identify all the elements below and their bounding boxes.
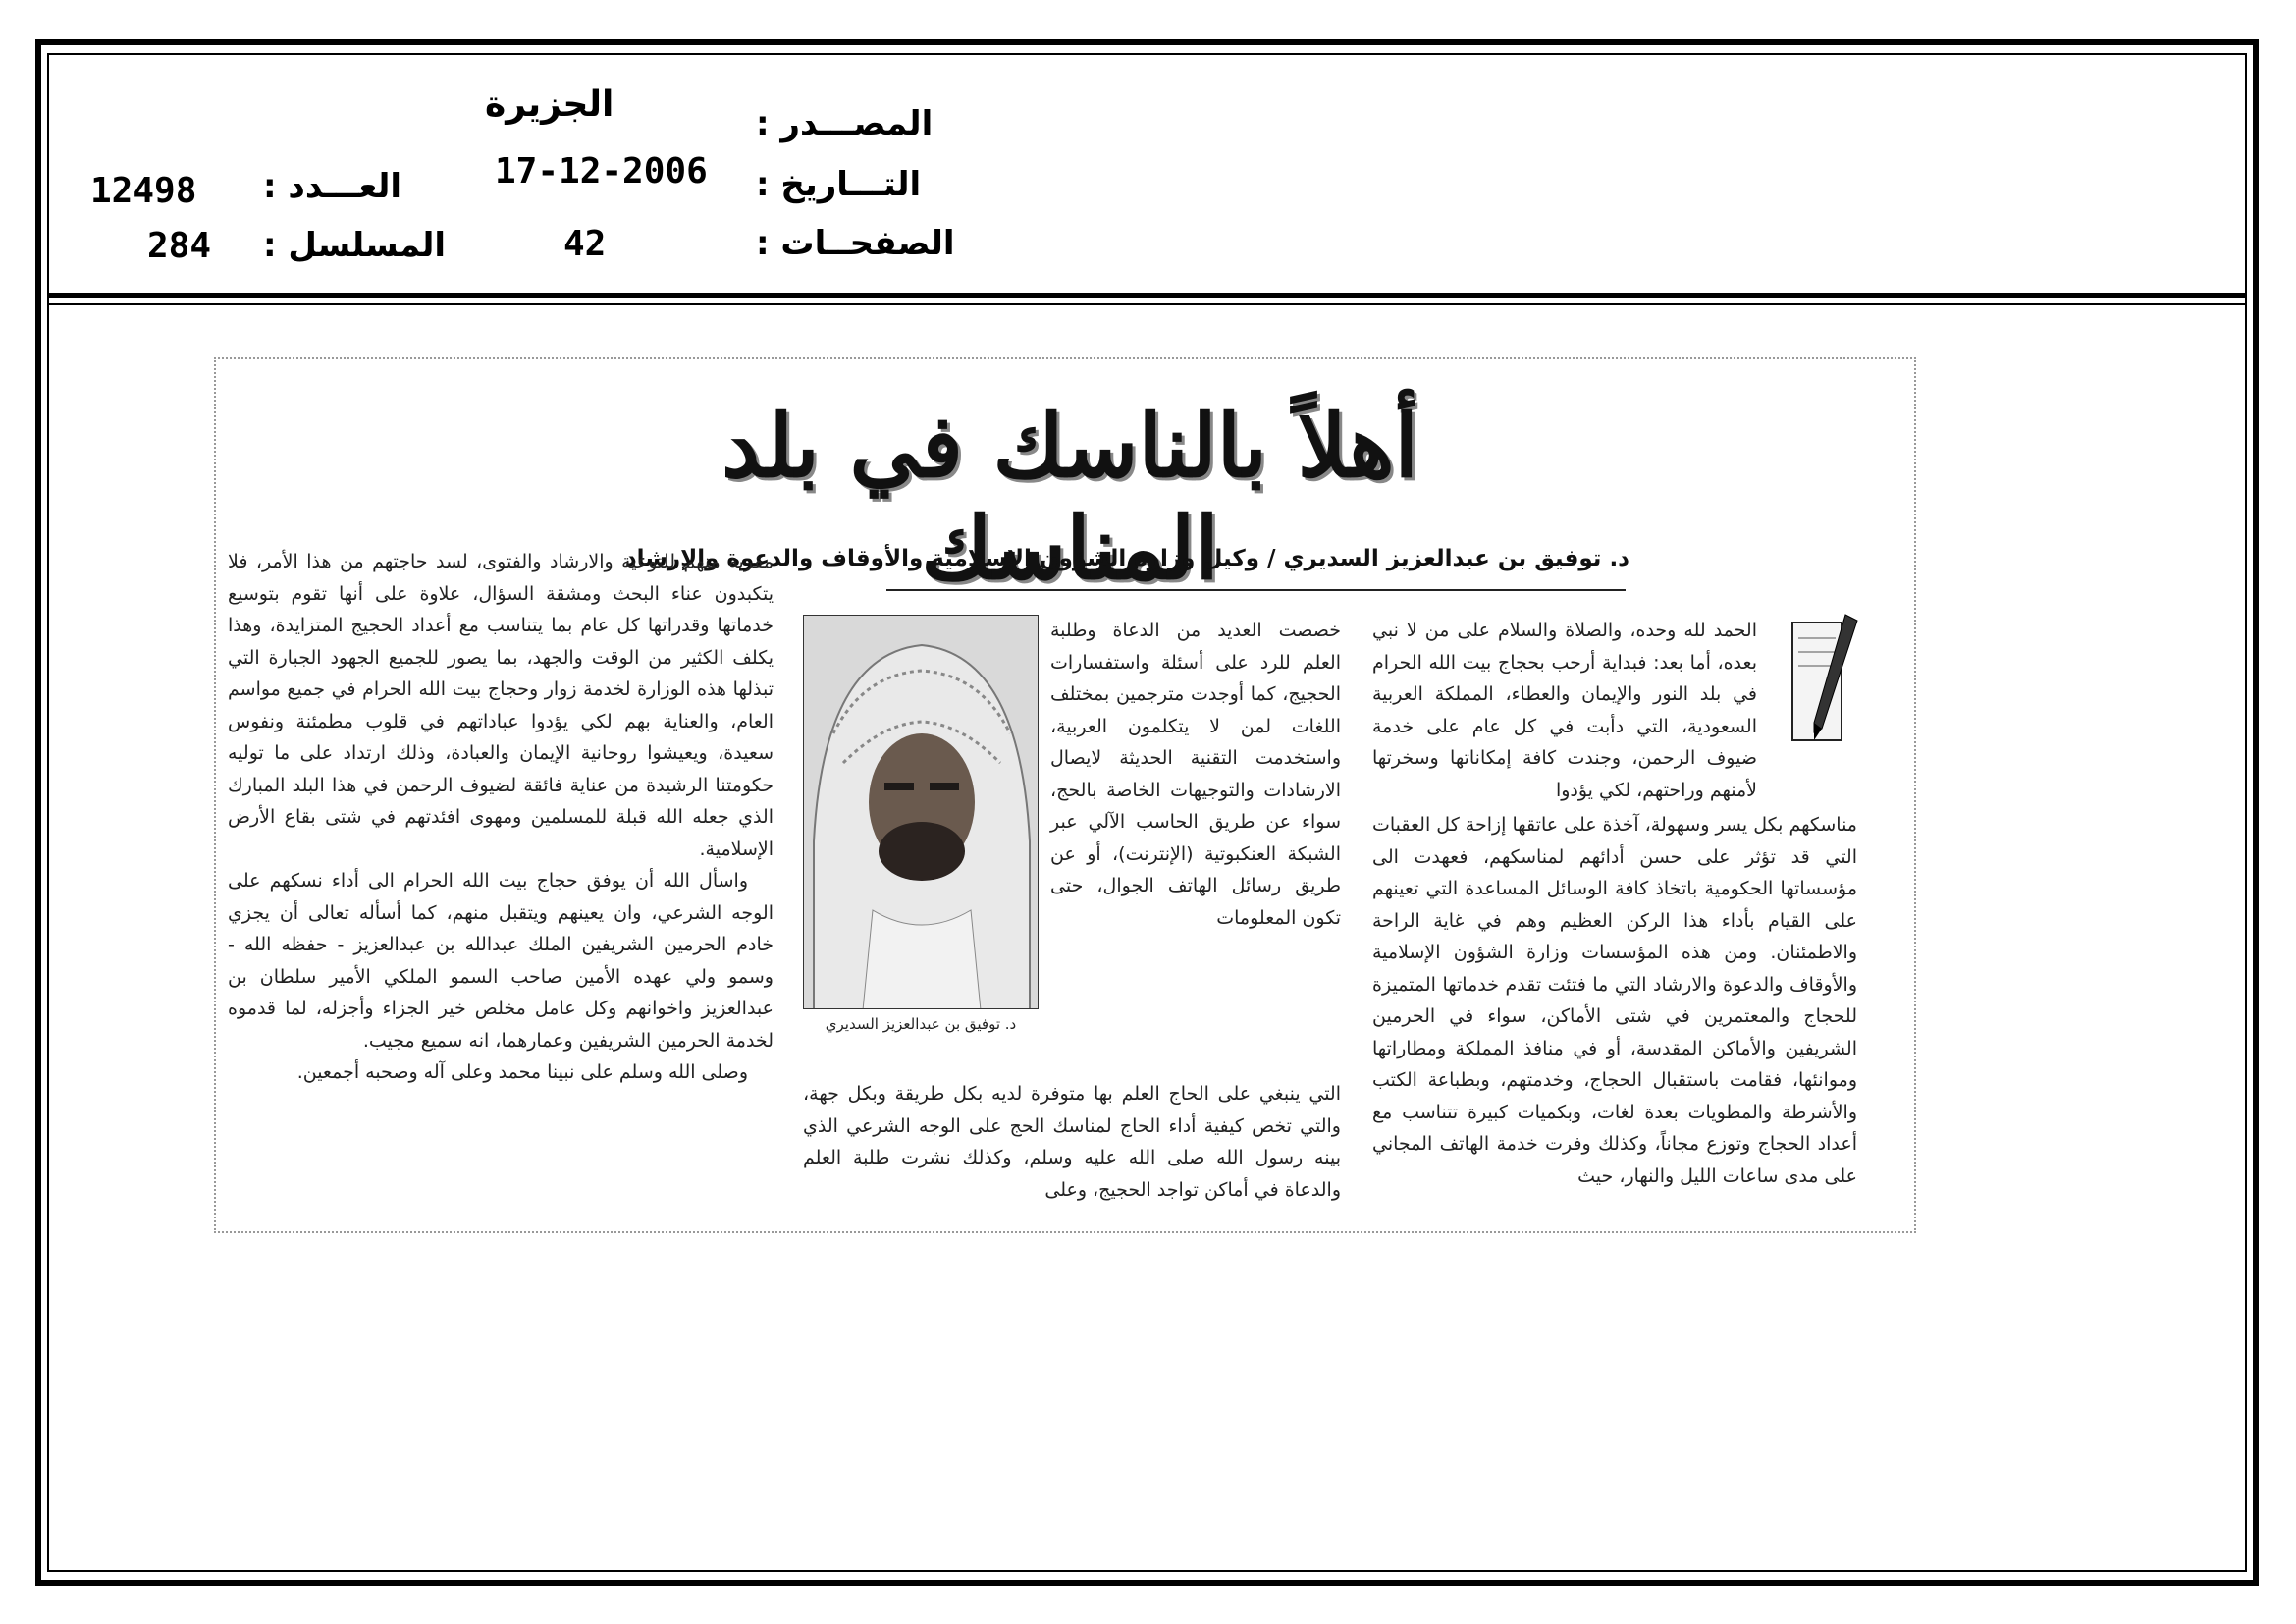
pen-icon (1789, 609, 1861, 756)
paragraph: وصلى الله وسلم على نبينا محمد وعلى آله وصحبه أجمعين. (296, 1061, 748, 1083)
date-label: التـــاريخ : (756, 165, 922, 204)
paragraph: الحمد لله وحده، والصلاة والسلام على من لا نبي بعده، أما بعد: فبداية أرحب بحجاج بيت الله الحرام في بلد النور والإيمان والعطاء، المملكة العربية السعودية، التي دأبت في كل عام على خدمة ضيوف الرحمن، وجندت كافة إمكاناتها وسخرتها لأمنهم وراحتهم، لكي يؤدوا (1372, 620, 1757, 801)
paragraph: مقربة منهم للتوعية والارشاد والفتوى، لسد حاجتهم من هذا الأمر، فلا يتكبدون عناء البحث ومشقة السؤال، علاوة على أنها تقوم بتوسيع خدماتها وقدراتها كل عام بما يتناسب مع أعداد الحجيج المتزايدة، وهذا يكلف الكثير من الوقت والجهد، بما يصور للجميع الجهود الجبارة التي تبذلها هذه الوزارة لخدمة زوار وحجاج بيت الله الحرام في جميع مواسم العام، والعناية بهم لكي يؤدوا عباداتهم في قلوب مطمئنة ونفوس سعيدة، ويعيشوا روحانية الإيمان والعبادة، وذلك ارتداد على ما توليه حكومتنا الرشيدة من عناية فائقة لضيوف الرحمن في هذا البلد المبارك الذي جعله الله قبلة للمسلمين ومهوى افئدتهم في شتى بقاع الأرض الإسلامية. (228, 551, 774, 860)
paragraph: خصصت العديد من الدعاة وطلبة العلم للرد على أسئلة واستفسارات الحجيج، كما أوجدت مترجمين بمختلف اللغات لمن لا يتكلمون العربية، واستخدمت التقنية الحديثة لايصال الارشادات والتوجيهات الخاصة بالحج، سواء عن طريق الحاسب الآلي عبر الشبكة العنكبوتية (الإنترنت)، أو عن طريق رسائل الهاتف الجوال، حتى تكون المعلومات (1050, 620, 1341, 929)
issue-label: العـــدد : (263, 167, 401, 206)
author-photo (803, 615, 1039, 1009)
headline: أهلاً بالناسك في بلد المناسك (721, 395, 1418, 599)
photo-caption: د. توفيق بن عبدالعزيز السديري (825, 1015, 1017, 1033)
date-value: 17-12-2006 (495, 151, 708, 191)
col-middle-top (1050, 615, 1341, 934)
source-value: الجزيرة (485, 84, 614, 125)
serial-label: المسلسل : (263, 226, 447, 265)
header-divider (47, 293, 2247, 298)
byline: د. توفيق بن عبدالعزيز السديري / وكيل وزارة الشؤون الإسلامية والأوقاف والدعوة والإرشاد (624, 546, 1629, 571)
col-middle-bottom (803, 1078, 1341, 1206)
pages-label: الصفحــات : (756, 224, 955, 263)
col-left (228, 546, 774, 1089)
paragraph: واسأل الله أن يوفق حجاج بيت الله الحرام الى أداء نسكهم على الوجه الشرعي، وان يعينهم ويتقبل منهم، كما أسأله تعالى أن يجزي خادم الحرمين الشريفين الملك عبدالله بن عبدالعزيز - حفظه الله - وسمو ولي عهده الأمين صاحب السمو الملكي الأمير سلطان بن عبدالعزيز واخوانهم وكل عامل مخلص خير الجزاء وأجزله، لما قدموه لخدمة الحرمين الشريفين وعمارهما، انه سميع مجيب. (228, 870, 774, 1052)
pages-value: 42 (563, 224, 607, 264)
issue-value: 12498 (90, 171, 197, 211)
byline-rule (886, 589, 1626, 591)
serial-value: 284 (147, 226, 212, 266)
col-right-body (1372, 809, 1857, 1192)
source-label: المصـــدر : (756, 104, 934, 143)
paragraph: مناسكهم بكل يسر وسهولة، آخذة على عاتقها إزاحة كل العقبات التي قد تؤثر على حسن أدائهم لمناسكهم، فعهدت الى مؤسساتها الحكومية باتخاذ كافة الوسائل المساعدة التي تعينهم على القيام بأداء هذا الركن العظيم وهم في غاية الراحة والاطمئنان. ومن هذه المؤسسات وزارة الشؤون الإسلامية والأوقاف والدعوة والارشاد التي ما فتئت تقدم خدماتها المتميزة للحجاج والمعتمرين في شتى الأماكن، سواء في الحرمين الشريفين والأماكن المقدسة، أو في منافذ المملكة ومطاراتها وموانئها، فقامت باستقبال الحجاج، وخدمتهم، وبطباعة الكتب والأشرطة والمطويات بعدة لغات، وبكميات كبيرة تتناسب مع أعداد الحجاج وتوزع مجاناً، وكذلك وفرت خدمة الهاتف المجاني على مدى ساعات الليل والنهار، حيث (1372, 814, 1857, 1187)
col-right-top (1372, 615, 1757, 806)
header-divider-thin (47, 303, 2247, 305)
paragraph: التي ينبغي على الحاج العلم بها متوفرة لديه بكل طريقة وبكل جهة، والتي تخص كيفية أداء الحاج لمناسك الحج على الوجه الشرعي الذي بينه رسول الله صلى الله عليه وسلم، وكذلك نشرت طلبة العلم والدعاة في أماكن تواجد الحجيج، وعلى (803, 1083, 1341, 1201)
